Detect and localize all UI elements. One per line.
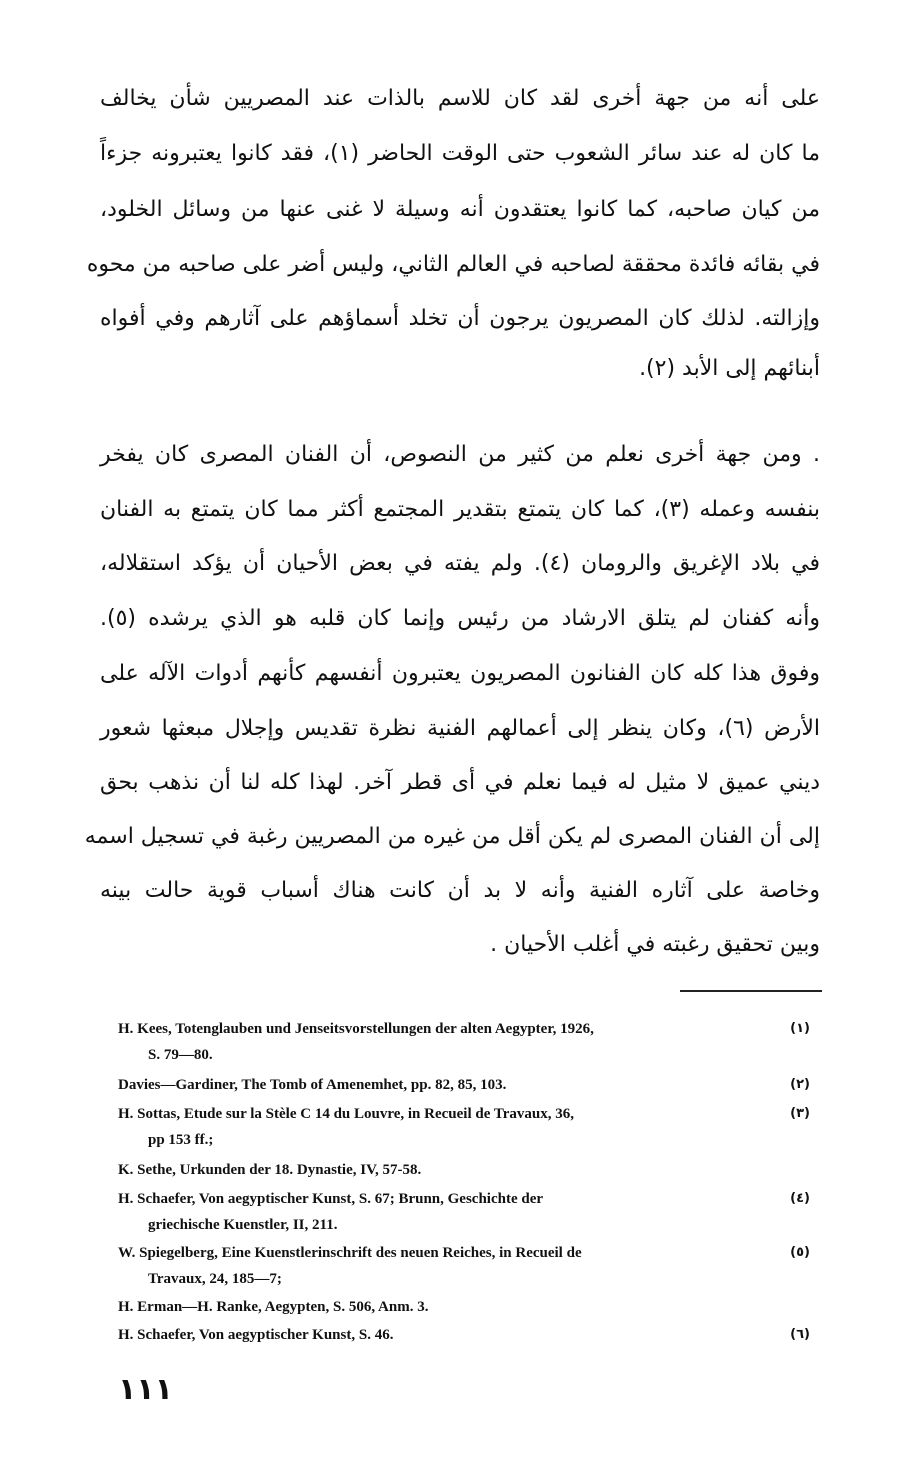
text-line: على أنه من جهة أخرى لقد كان للاسم بالذات عند المصريين شأن يخالف	[100, 86, 820, 111]
footnote	[118, 1101, 808, 1153]
footnote-number: (٥)	[790, 1245, 810, 1260]
footnote-text: H. Schaefer, Von aegyptischer Kunst, S. 46.	[118, 1327, 394, 1343]
footnote-number: (٢)	[790, 1077, 810, 1092]
footnote-text-cont: pp 153 ff.;	[148, 1132, 214, 1148]
text-line: وأنه كفنان لم يتلق الارشاد من رئيس وإنما كان قلبه هو الذي يرشده (٥).	[100, 606, 820, 631]
footnote-text: H. Sottas, Etude sur la Stèle C 14 du Louvre, in Recueil de Travaux, 36,	[118, 1106, 575, 1122]
text-line: إلى أن الفنان المصرى لم يكن أقل من غيره من المصريين رغبة في تسجيل اسمه	[84, 824, 820, 849]
text-line: وفوق هذا كله كان الفنانون المصريون يعتبرون أنفسهم كأنهم أدوات الآله على	[100, 661, 820, 686]
text-line: ديني عميق لا مثيل له فيما نعلم في أى قطر آخر. لهذا كله لنا أن نذهب بحق	[100, 770, 820, 795]
footnote	[118, 1186, 808, 1238]
footnote-number: (٤)	[790, 1191, 810, 1206]
footnote-text: K. Sethe, Urkunden der 18. Dynastie, IV, 57-58.	[118, 1162, 422, 1178]
footnote-text-cont: griechische Kuenstler, II, 211.	[148, 1217, 338, 1233]
footnote-text: H. Kees, Totenglauben und Jenseitsvorstellungen der alten Aegypter, 1926,	[118, 1021, 594, 1037]
footnote-text: H. Schaefer, Von aegyptischer Kunst, S. 67; Brunn, Geschichte der	[118, 1191, 544, 1207]
footnote	[118, 1157, 808, 1183]
text-line: من كيان صاحبه، كما كانوا يعتقدون أنه وسيلة لا غنى عنها من وسائل الخلود،	[100, 197, 820, 222]
text-line: وخاصة على آثاره الفنية وأنه لا بد أن كانت هناك أسباب قوية حالت بينه	[100, 878, 820, 903]
footnote-text-cont: S. 79—80.	[148, 1047, 213, 1063]
footnote	[118, 1240, 808, 1292]
footnote-text: H. Erman—H. Ranke, Aegypten, S. 506, Anm. 3.	[118, 1299, 429, 1315]
text-line: . ومن جهة أخرى نعلم من كثير من النصوص، أن الفنان المصرى كان يفخر	[100, 442, 820, 467]
footnote-number: (٦)	[790, 1327, 810, 1342]
text-line: ما كان له عند سائر الشعوب حتى الوقت الحاضر (١)، فقد كانوا يعتبرونه جزءاً	[100, 141, 820, 166]
footnote-number: (١)	[790, 1021, 810, 1036]
footnote-separator	[680, 990, 822, 992]
footnote-number: (٣)	[790, 1106, 810, 1121]
text-line: وإزالته. لذلك كان المصريون يرجون أن تخلد أسماؤهم على آثارهم وفي أفواه	[100, 306, 820, 331]
text-line: في بقائه فائدة محققة لصاحبه في العالم الثاني، وليس أضر على صاحبه من محوه	[86, 252, 820, 277]
footnote	[118, 1016, 808, 1068]
footnote-text: Davies—Gardiner, The Tomb of Amenemhet, pp. 82, 85, 103.	[118, 1077, 507, 1093]
footnote	[118, 1322, 808, 1348]
footnote-text-cont: Travaux, 24, 185—7;	[148, 1271, 282, 1287]
text-line: أبنائهم إلى الأبد (٢).	[639, 356, 820, 381]
text-line: بنفسه وعمله (٣)، كما كان يتمتع بتقدير المجتمع أكثر مما كان يتمتع به الفنان	[100, 497, 820, 522]
footnote-text: W. Spiegelberg, Eine Kuenstlerinschrift des neuen Reiches, in Recueil de	[118, 1245, 582, 1261]
page-number: ١١١	[118, 1372, 173, 1407]
footnote	[118, 1072, 808, 1098]
footnote	[118, 1294, 808, 1320]
text-line: وبين تحقيق رغبته في أغلب الأحيان .	[490, 932, 820, 957]
text-line: في بلاد الإغريق والرومان (٤). ولم يفته في بعض الأحيان أن يؤكد استقلاله،	[100, 551, 821, 576]
text-line: الأرض (٦)، وكان ينظر إلى أعمالهم الفنية نظرة تقديس وإجلال مبعثها شعور	[100, 716, 820, 741]
